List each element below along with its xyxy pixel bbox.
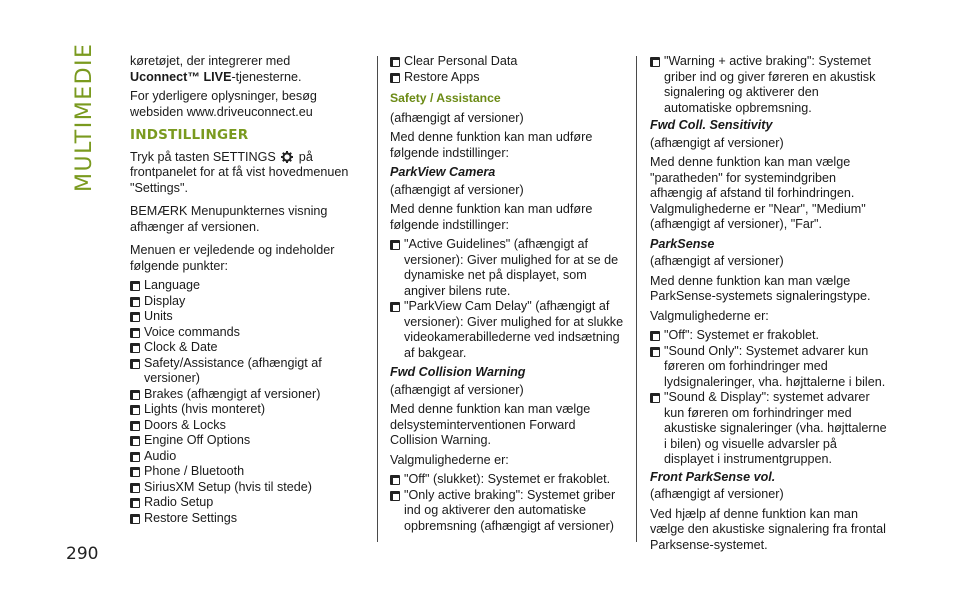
paragraph: Med denne funktion kan man udføre følgende indstillinger: [390,130,593,160]
section-tab-label: MULTIMEDIE [72,42,97,192]
list-item: Restore Apps [390,70,626,86]
column-divider [377,56,378,542]
bullet-icon [130,328,140,338]
paragraph: Med denne funktion kan man vælge delsysteminterventionen Forward Collision Warning. [390,402,591,447]
list-item: Voice commands [130,325,362,341]
bullet-icon [650,393,660,403]
bullet-icon [390,302,400,312]
item-heading: ParkSense [650,236,715,251]
paragraph: (afhængigt af versioner) [390,182,524,197]
bullet-icon [130,498,140,508]
item-heading: ParkView Camera [390,165,496,179]
menu-intro-paragraph: Menuen er vejledende og indeholder følgende punkter: [130,243,335,273]
list-item: "Only active braking": Systemet griber ind og aktiverer den automatiske opbremsning (afhængigt af versioner) [390,488,626,535]
list-item: Clear Personal Data [390,54,626,70]
list-item: Audio [130,449,362,465]
uconnect-live-term: Uconnect™ LIVE [130,69,232,84]
list-item: Engine Off Options [130,433,362,449]
list-item: Brakes (afhængigt af versioner) [130,387,362,403]
column-1 [130,54,362,528]
list-item: "ParkView Cam Delay" (afhængigt af versioner): Giver mulighed for at slukke videokamerabillederne ved indsætning af bakgear. [390,299,626,361]
list-item: Language [130,278,362,294]
section-heading: INDSTILLINGER [130,127,249,143]
list-item: "Active Guidelines" (afhængigt af versioner): Giver mulighed for at se de dynamiske net på displayet, som angiver bilens rute. [390,237,626,299]
gear-icon [281,151,293,163]
bullet-icon [130,452,140,462]
list-item: "Off" (slukket): Systemet er frakoblet. [390,472,626,488]
intro-paragraph: køretøjet, der integrerer med Uconnect™ LIVE-tjenesterne. [130,54,302,84]
list-item: Phone / Bluetooth [130,464,362,480]
paragraph: Med denne funktion kan man udføre følgende indstillinger: [390,202,593,232]
settings-paragraph: Tryk på tasten SETTINGS på frontpanelet for at få vist hovedmenuen "Settings". [130,149,349,195]
paragraph: (afhængigt af versioner) [390,110,524,125]
paragraph: Med denne funktion kan man vælge ParkSense-systemets signaleringstype. [650,273,871,303]
note-paragraph: BEMÆRK Menupunkternes visning afhænger af versionen. [130,204,328,234]
bullet-icon [130,312,140,322]
item-heading: Front ParkSense vol. [650,469,776,484]
bullet-icon [390,491,400,501]
list-item: "Sound & Display": systemet advarer kun føreren om forhindringer med akustiske signaleringer (vha. højttalerne i bilen) og visuelle advarsler på displayet i instrumentgruppen. [650,390,890,468]
subsection-heading: Safety / Assistance [390,91,501,105]
website-paragraph: For yderligere oplysninger, besøg websiden www.driveuconnect.eu [130,89,317,119]
list-item: Doors & Locks [130,418,362,434]
list-item: Lights (hvis monteret) [130,402,362,418]
bullet-icon [130,281,140,291]
bullet-icon [650,57,660,67]
bullet-icon [390,73,400,83]
list-item: "Warning + active braking": Systemet griber ind og giver føreren en akustisk signalering og aktiverer den automatiske opbremsning. [650,54,890,116]
bullet-icon [130,297,140,307]
paragraph: Valgmulighederne er: [390,452,509,467]
list-item: Clock & Date [130,340,362,356]
paragraph: Valgmulighederne er: [650,308,769,323]
list-item: Units [130,309,362,325]
bullet-icon [390,475,400,485]
bullet-icon [130,467,140,477]
bullet-icon [130,514,140,524]
paragraph: (afhængigt af versioner) [390,382,524,397]
list-item: SiriusXM Setup (hvis til stede) [130,480,362,496]
bullet-icon [130,390,140,400]
list-item: "Off": Systemet er frakoblet. [650,328,890,344]
paragraph: (afhængigt af versioner) [650,487,784,501]
column-2 [390,54,626,534]
list-item: Radio Setup [130,495,362,511]
item-heading: Fwd Coll. Sensitivity [650,118,773,132]
list-item: "Sound Only": Systemet advarer kun føreren om forhindringer med lydsignaleringer, vha. højttalerne i bilen. [650,344,890,391]
bullet-icon [130,343,140,353]
bullet-icon [130,405,140,415]
item-heading: Fwd Collision Warning [390,365,526,379]
list-item: Display [130,294,362,310]
bullet-icon [130,483,140,493]
bullet-icon [390,57,400,67]
paragraph: (afhængigt af versioner) [650,135,784,150]
bullet-icon [390,240,400,250]
paragraph: (afhængigt af versioner) [650,254,784,268]
settings-menu-list [130,278,362,526]
bullet-icon [130,421,140,431]
column-3 [650,54,890,557]
list-item: Restore Settings [130,511,362,527]
section-tab [66,40,102,192]
bullet-icon [650,347,660,357]
bullet-icon [650,331,660,341]
column-divider [636,56,637,542]
list-item: Safety/Assistance (afhængigt af versioner) [130,356,362,387]
bullet-icon [130,436,140,446]
page-number: 290 [66,544,99,564]
paragraph: Ved hjælp af denne funktion kan man vælge den akustiske signalering fra frontal Parksense-systemet. [650,506,886,552]
paragraph: Med denne funktion kan man vælge "paratheden" for systemindgriben afhængig af afstand til forhindringen. Valgmulighederne er "Near", "Medium" (afhængigt af versioner), "Far". [650,155,866,231]
bullet-icon [130,359,140,369]
